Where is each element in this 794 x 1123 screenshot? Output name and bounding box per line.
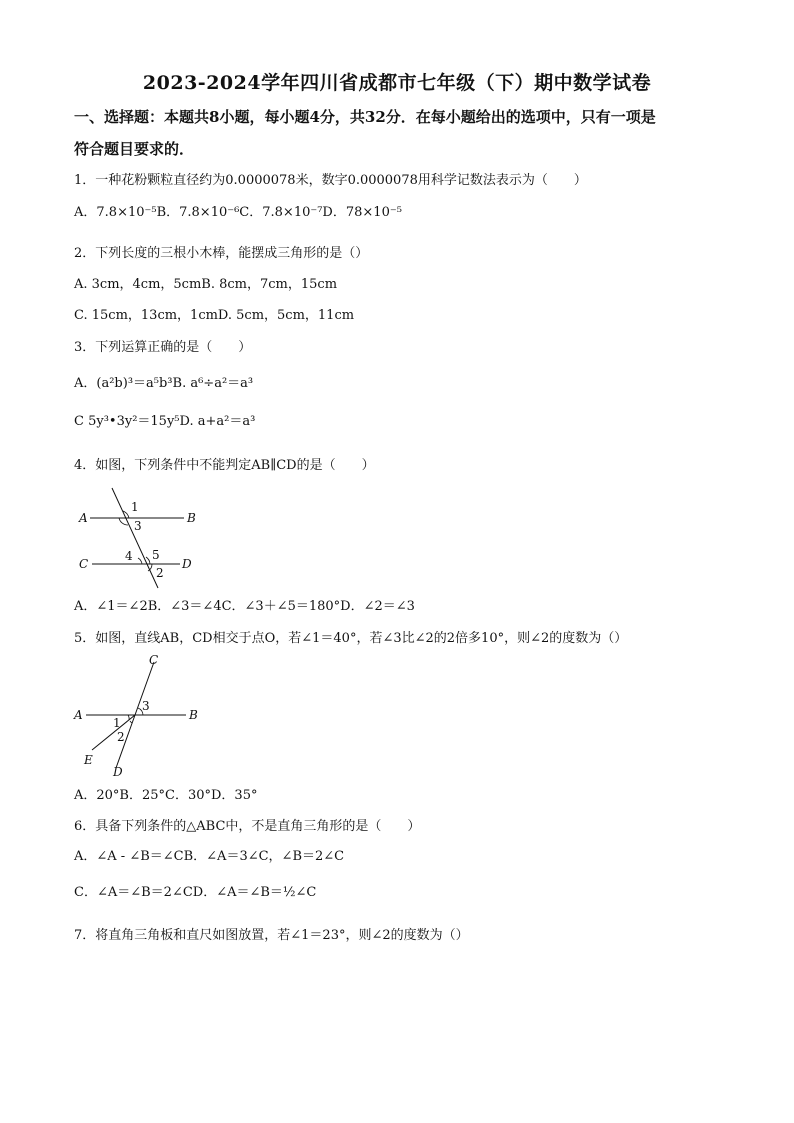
question-3-options-ab: A．(a²b)³＝a⁵b³B. a⁶÷a²＝a³ bbox=[74, 376, 254, 391]
question-5-stem: 5．如图，直线AB，CD相交于点O，若∠1＝40°，若∠3比∠2的2倍多10°，则∠2的度数为（） bbox=[74, 631, 628, 646]
question-5-options: A．20°B．25°C．30°D．35° bbox=[74, 788, 258, 803]
section-heading-line2: 符合题目要求的． bbox=[74, 140, 195, 158]
angle-label-4: 4 bbox=[125, 549, 133, 563]
question-7-stem: 7．将直角三角板和直尺如图放置，若∠1＝23°，则∠2的度数为（） bbox=[74, 928, 469, 943]
question-4-stem: 4．如图，下列条件中不能判定AB∥CD的是（ ） bbox=[74, 458, 375, 473]
question-4-options: A．∠1＝∠2B．∠3＝∠4C．∠3＋∠5＝180°D．∠2＝∠3 bbox=[74, 599, 415, 614]
parallel-lines-diagram bbox=[76, 484, 206, 594]
angle-4-arc bbox=[138, 558, 142, 564]
question-3-options-cd: C 5y³•3y²＝15y⁵D. a+a²＝a³ bbox=[74, 414, 256, 429]
section-heading-line1: 一、选择题：本题共8小题，每小题4分，共32分．在每小题给出的选项中，只有一项是 bbox=[74, 108, 656, 126]
question-2-stem: 2．下列长度的三根小木棒，能摆成三角形的是（） bbox=[74, 246, 369, 261]
angle-label-1: 1 bbox=[131, 500, 139, 514]
label-d: D bbox=[182, 557, 192, 571]
question-3-stem: 3．下列运算正确的是（ ） bbox=[74, 340, 252, 355]
label-b: B bbox=[187, 511, 196, 525]
angle-2-arc bbox=[130, 721, 132, 723]
question-2-options-cd: C. 15cm，13cm，1cmD. 5cm，5cm，11cm bbox=[74, 308, 355, 323]
label-a: A bbox=[74, 708, 83, 722]
question-1-options: A．7.8×10⁻⁵B．7.8×10⁻⁶C．7.8×10⁻⁷D．78×10⁻⁵ bbox=[74, 205, 402, 220]
label-c: C bbox=[149, 653, 159, 667]
page-title: 2023-2024学年四川省成都市七年级（下）期中数学试卷 bbox=[142, 72, 652, 94]
angle-label-3: 3 bbox=[142, 699, 150, 713]
question-4-figure bbox=[76, 484, 206, 594]
label-a: A bbox=[79, 511, 88, 525]
question-5-figure bbox=[70, 650, 210, 778]
question-6-options-cd: C．∠A＝∠B＝2∠CD．∠A＝∠B＝½∠C bbox=[74, 885, 317, 900]
label-e: E bbox=[84, 753, 93, 767]
angle-1-arc bbox=[128, 715, 129, 720]
question-6-stem: 6．具备下列条件的△ABC中，不是直角三角形的是（ ） bbox=[74, 819, 421, 834]
label-c: C bbox=[79, 557, 89, 571]
intersecting-lines-diagram bbox=[70, 650, 210, 778]
label-b: B bbox=[189, 708, 198, 722]
question-6-options-ab: A．∠A - ∠B＝∠CB．∠A＝3∠C，∠B＝2∠C bbox=[74, 849, 345, 864]
angle-label-1: 1 bbox=[113, 716, 121, 730]
angle-label-2: 2 bbox=[156, 566, 164, 580]
question-1-stem: 1．一种花粉颗粒直径约为0.0000078米，数字0.0000078用科学记数法表示为（ ） bbox=[74, 173, 587, 188]
angle-label-5: 5 bbox=[152, 548, 160, 562]
question-2-options-ab: A. 3cm，4cm，5cmB. 8cm，7cm，15cm bbox=[74, 277, 338, 292]
angle-label-3: 3 bbox=[134, 519, 142, 533]
angle-label-2: 2 bbox=[117, 730, 125, 744]
label-d: D bbox=[113, 765, 123, 778]
